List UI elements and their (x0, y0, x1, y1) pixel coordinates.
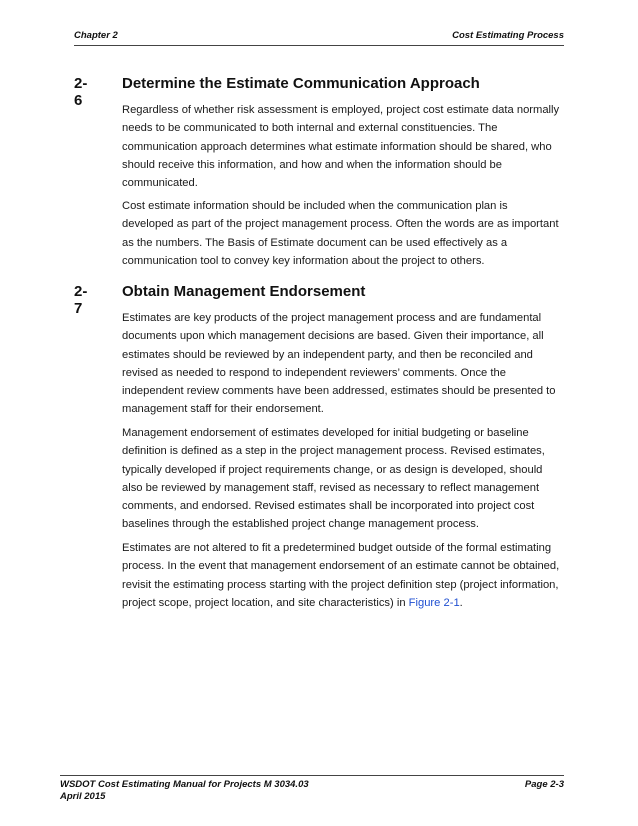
header-chapter: Chapter 2 (74, 30, 118, 41)
paragraph-end: . (459, 596, 463, 609)
paragraph: Cost estimate information should be included when the communication plan is developed as part of the project management process. Often the words are as important as the numbers. The Basis of Estimate document can be used effectively as a communication tool to convey key information about the project to others. (122, 200, 559, 267)
section-title: Determine the Estimate Communication Approach (122, 75, 480, 92)
page-header (74, 28, 564, 44)
section-number: 2-6 (74, 75, 88, 109)
header-title: Cost Estimating Process (452, 30, 564, 41)
footer-page-number: Page 2-3 (524, 779, 564, 790)
section-number: 2-7 (74, 283, 88, 317)
section-title: Obtain Management Endorsement (122, 283, 366, 300)
paragraph: Management endorsement of estimates developed for initial budgeting or baseline definition is defined as a step in the project management process. Revised estimates, typically developed if project requirements change, or as design is developed, should also be reviewed by management staff, revised as necessary to reflect management comments, and endorsed. Revised estimates shall be incorporated into project cost baselines through the established project change management process. (122, 427, 545, 531)
footer-date: April 2015 (60, 791, 106, 802)
paragraph: Estimates are key products of the project management process and are fundamental documents upon which management decisions are based. Given their importance, all estimates should be reviewed by an independent party, and then be reconciled and revised as needed to respond to independent reviewers’ comments. Once the independent review comments have been addressed, estimates should be presented to management staff for their endorsement. (122, 312, 556, 416)
footer-rule (60, 775, 564, 776)
paragraph-with-link (122, 539, 562, 612)
footer-manual-title: WSDOT Cost Estimating Manual for Projects M 3034.03 (60, 779, 309, 790)
paragraph: Regardless of whether risk assessment is employed, project cost estimate data normally needs to be communicated to both internal and external constituencies. The communication approach determines what estimate information should be shared, who should receive this information, and how and when the information should be communicated. (122, 104, 560, 190)
paragraph-text: Estimates are not altered to fit a predetermined budget outside of the formal estimating process. In the event that management endorsement of an estimate cannot be obtained, revisit the estimating process starting with the project definition step (project information, project scope, project location, and site characteristics) in (122, 542, 560, 609)
header-rule (74, 45, 564, 46)
figure-2-1-link[interactable]: Figure 2-1 (408, 596, 460, 609)
